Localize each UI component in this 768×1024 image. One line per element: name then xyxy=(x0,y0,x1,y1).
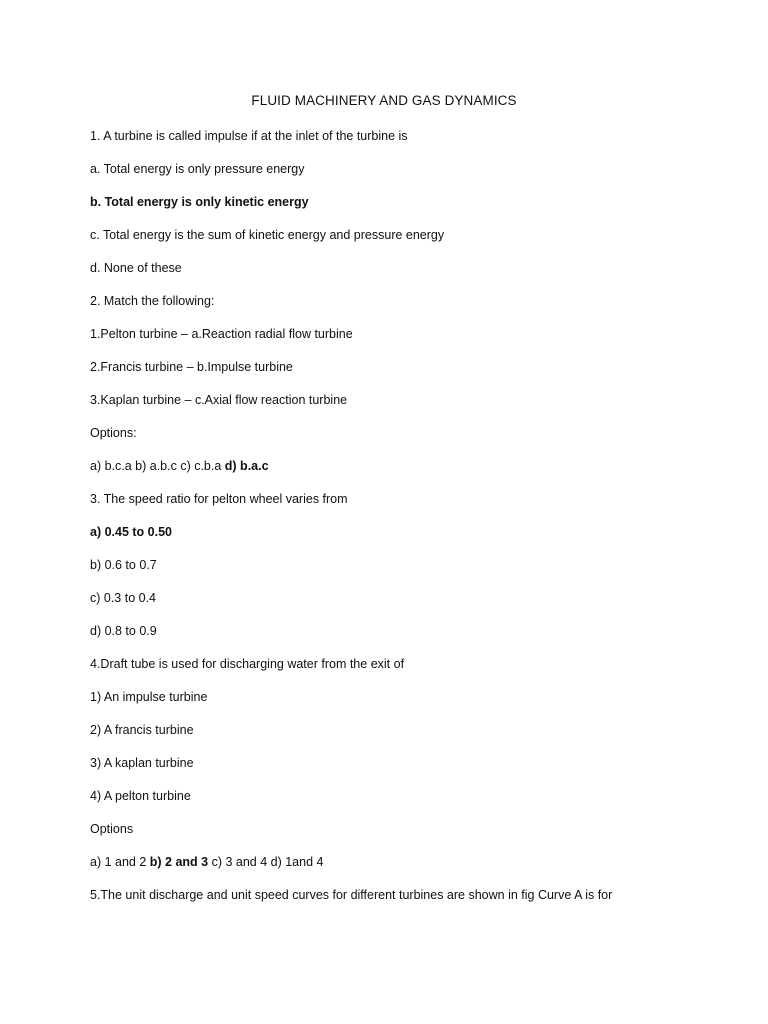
text-line xyxy=(90,590,730,623)
line-text: b) 0.6 to 0.7 xyxy=(90,558,157,572)
document-body xyxy=(90,128,730,920)
highlighted-answer-text: b) 2 and 3 xyxy=(149,855,209,869)
line-text: d. None of these xyxy=(90,261,182,275)
text-line xyxy=(90,557,730,590)
line-text: 5.The unit discharge and unit speed curves for different turbines are shown in fig Curve A is for xyxy=(90,888,613,902)
document-title: FLUID MACHINERY AND GAS DYNAMICS xyxy=(251,93,517,108)
text-line xyxy=(90,755,730,788)
line-text: c) 3 and 4 d) 1and 4 xyxy=(208,855,324,869)
text-line xyxy=(90,227,730,260)
highlighted-answer-text: a) 0.45 to 0.50 xyxy=(90,525,172,539)
highlighted-answer-text: d) b.a.c xyxy=(224,459,269,473)
line-text: a) 1 and 2 xyxy=(90,855,150,869)
line-text: c) 0.3 to 0.4 xyxy=(90,591,157,605)
line-text: 3) A kaplan turbine xyxy=(90,756,194,770)
highlighted-answer-text: b. Total energy is only kinetic energy xyxy=(90,195,309,209)
text-line xyxy=(90,524,730,557)
text-line xyxy=(90,458,730,491)
text-line xyxy=(90,128,730,161)
text-line xyxy=(90,623,730,656)
line-text: 4) A pelton turbine xyxy=(90,789,191,803)
line-text: 2.Francis turbine – b.Impulse turbine xyxy=(90,360,293,374)
text-line xyxy=(90,788,730,821)
text-line xyxy=(90,260,730,293)
text-line xyxy=(90,293,730,326)
line-text: a. Total energy is only pressure energy xyxy=(90,162,305,176)
text-line xyxy=(90,425,730,458)
line-text: 3.Kaplan turbine – c.Axial flow reaction turbine xyxy=(90,393,348,407)
text-line xyxy=(90,161,730,194)
line-text: 1) An impulse turbine xyxy=(90,690,208,704)
text-line xyxy=(90,722,730,755)
line-text: 4.Draft tube is used for discharging water from the exit of xyxy=(90,657,405,671)
text-line xyxy=(90,491,730,524)
text-line xyxy=(90,194,730,227)
line-text: 1. A turbine is called impulse if at the inlet of the turbine is xyxy=(90,129,408,143)
line-text: a) b.c.a b) a.b.c c) c.b.a xyxy=(90,459,225,473)
text-line xyxy=(90,821,730,854)
text-line xyxy=(90,854,730,887)
line-text: 2. Match the following: xyxy=(90,294,215,308)
text-line xyxy=(90,326,730,359)
line-text: Options: xyxy=(90,426,137,440)
line-text: c. Total energy is the sum of kinetic energy and pressure energy xyxy=(90,228,445,242)
line-text: 1.Pelton turbine – a.Reaction radial flow turbine xyxy=(90,327,353,341)
text-line xyxy=(90,656,730,689)
line-text: Options xyxy=(90,822,134,836)
line-text: d) 0.8 to 0.9 xyxy=(90,624,157,638)
line-text: 3. The speed ratio for pelton wheel varies from xyxy=(90,492,348,506)
text-line xyxy=(90,887,730,920)
text-line xyxy=(90,359,730,392)
line-text: 2) A francis turbine xyxy=(90,723,194,737)
text-line xyxy=(90,392,730,425)
text-line xyxy=(90,689,730,722)
